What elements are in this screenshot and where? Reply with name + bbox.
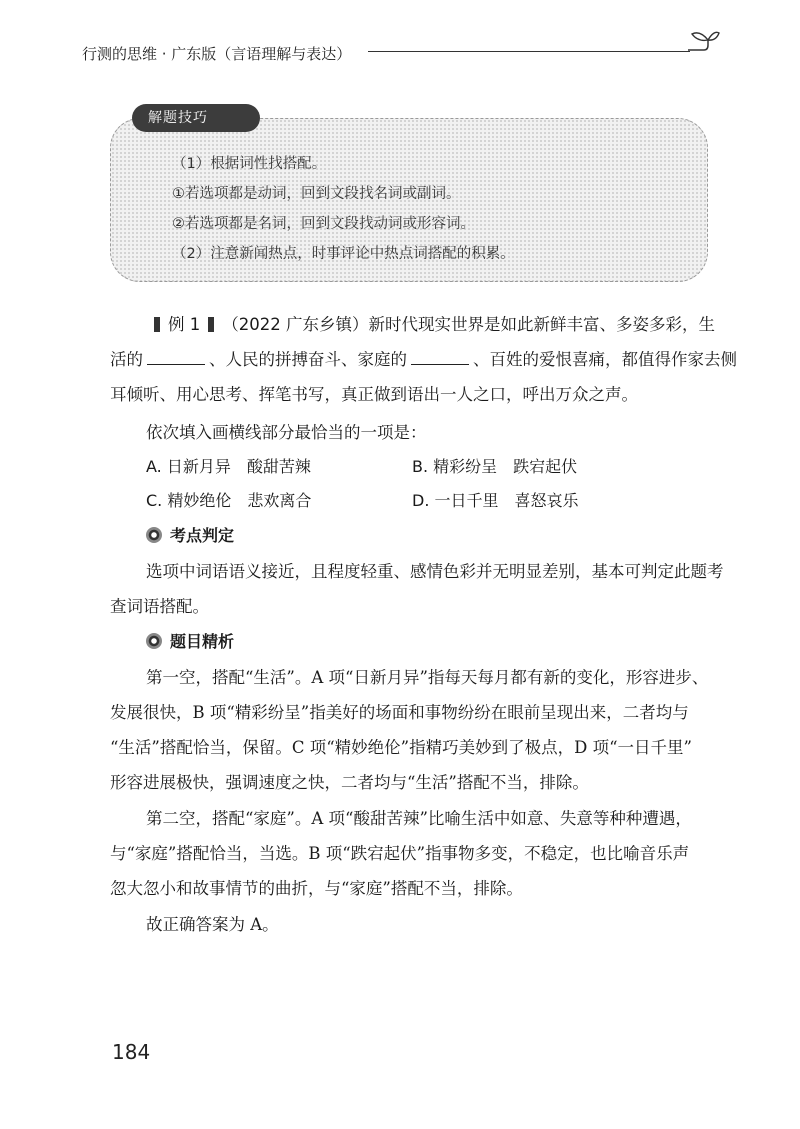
example-text-2c: 、百姓的爱恨喜痛，都值得作家去侧 bbox=[473, 350, 737, 369]
analysis-line-2: 发展很快，B 项“精彩纷呈”指美好的场面和事物纷纷在眼前呈现出来，二者均与 bbox=[110, 703, 689, 722]
analysis-line-4: 形容进展极快，强调速度之快，二者均与“生活”搭配不当，排除。 bbox=[110, 773, 589, 792]
medal-icon bbox=[146, 527, 162, 543]
example-text-1: 新时代现实世界是如此新鲜丰富、多姿多彩，生 bbox=[368, 315, 715, 334]
example-label-bracket-left bbox=[154, 317, 160, 332]
example-source: （2022 广东乡镇） bbox=[222, 315, 369, 334]
point-line-2: 查词语搭配。 bbox=[110, 597, 209, 616]
question-prompt: 依次填入画横线部分最恰当的一项是： bbox=[146, 423, 427, 442]
tip-line-1: （1）根据词性找搭配。 bbox=[172, 156, 327, 172]
header-rule bbox=[368, 51, 690, 52]
analysis-line-7: 忽大忽小和故事情节的曲折，与“家庭”搭配不当，排除。 bbox=[110, 879, 523, 898]
example-text-2a: 活的 bbox=[110, 350, 143, 369]
point-heading-text: 考点判定 bbox=[170, 526, 235, 545]
point-heading bbox=[146, 523, 234, 546]
analysis-answer: 故正确答案为 A。 bbox=[146, 915, 279, 934]
example-line-2 bbox=[110, 346, 737, 370]
option-d: D. 一日千里 喜怒哀乐 bbox=[412, 491, 579, 510]
analysis-heading-text: 题目精析 bbox=[170, 632, 235, 651]
example-label: 例 1 bbox=[168, 315, 201, 334]
option-a: A. 日新月异 酸甜苦辣 bbox=[146, 457, 311, 476]
example-line-1 bbox=[146, 311, 715, 335]
option-b: B. 精彩纷呈 跌宕起伏 bbox=[412, 457, 578, 476]
blank-1 bbox=[147, 350, 205, 365]
analysis-heading bbox=[146, 629, 234, 652]
tip-line-3: ②若选项都是名词，回到文段找动词或形容词。 bbox=[172, 216, 475, 232]
medal-icon bbox=[146, 633, 162, 649]
example-text-2b: 、人民的拼搏奋斗、家庭的 bbox=[209, 350, 407, 369]
analysis-line-3: “生活”搭配恰当，保留。C 项“精妙绝伦”指精巧美妙到了极点，D 项“一日千里” bbox=[110, 738, 692, 757]
running-header-title: 行测的思维 · 广东版（言语理解与表达） bbox=[82, 45, 352, 63]
tips-badge: 解题技巧 bbox=[132, 104, 260, 132]
example-label-bracket-right bbox=[208, 317, 214, 332]
page-number: 184 bbox=[112, 1040, 151, 1064]
option-c: C. 精妙绝伦 悲欢离合 bbox=[146, 491, 312, 510]
blank-2 bbox=[411, 350, 469, 365]
sprout-icon bbox=[684, 28, 720, 58]
analysis-line-1: 第一空，搭配“生活”。A 项“日新月异”指每天每月都有新的变化，形容进步、 bbox=[146, 668, 709, 687]
example-line-3: 耳倾听、用心思考、挥笔书写，真正做到语出一人之口，呼出万众之声。 bbox=[110, 385, 638, 404]
tip-line-2: ①若选项都是动词，回到文段找名词或副词。 bbox=[172, 186, 461, 202]
analysis-line-6: 与“家庭”搭配恰当，当选。B 项“跌宕起伏”指事物多变，不稳定，也比喻音乐声 bbox=[110, 844, 690, 863]
tip-line-4: （2）注意新闻热点，时事评论中热点词搭配的积累。 bbox=[172, 246, 515, 262]
analysis-line-5: 第二空，搭配“家庭”。A 项“酸甜苦辣”比喻生活中如意、失意等种种遭遇， bbox=[146, 809, 692, 828]
point-line-1: 选项中词语语义接近，且程度轻重、感情色彩并无明显差别，基本可判定此题考 bbox=[146, 562, 724, 581]
